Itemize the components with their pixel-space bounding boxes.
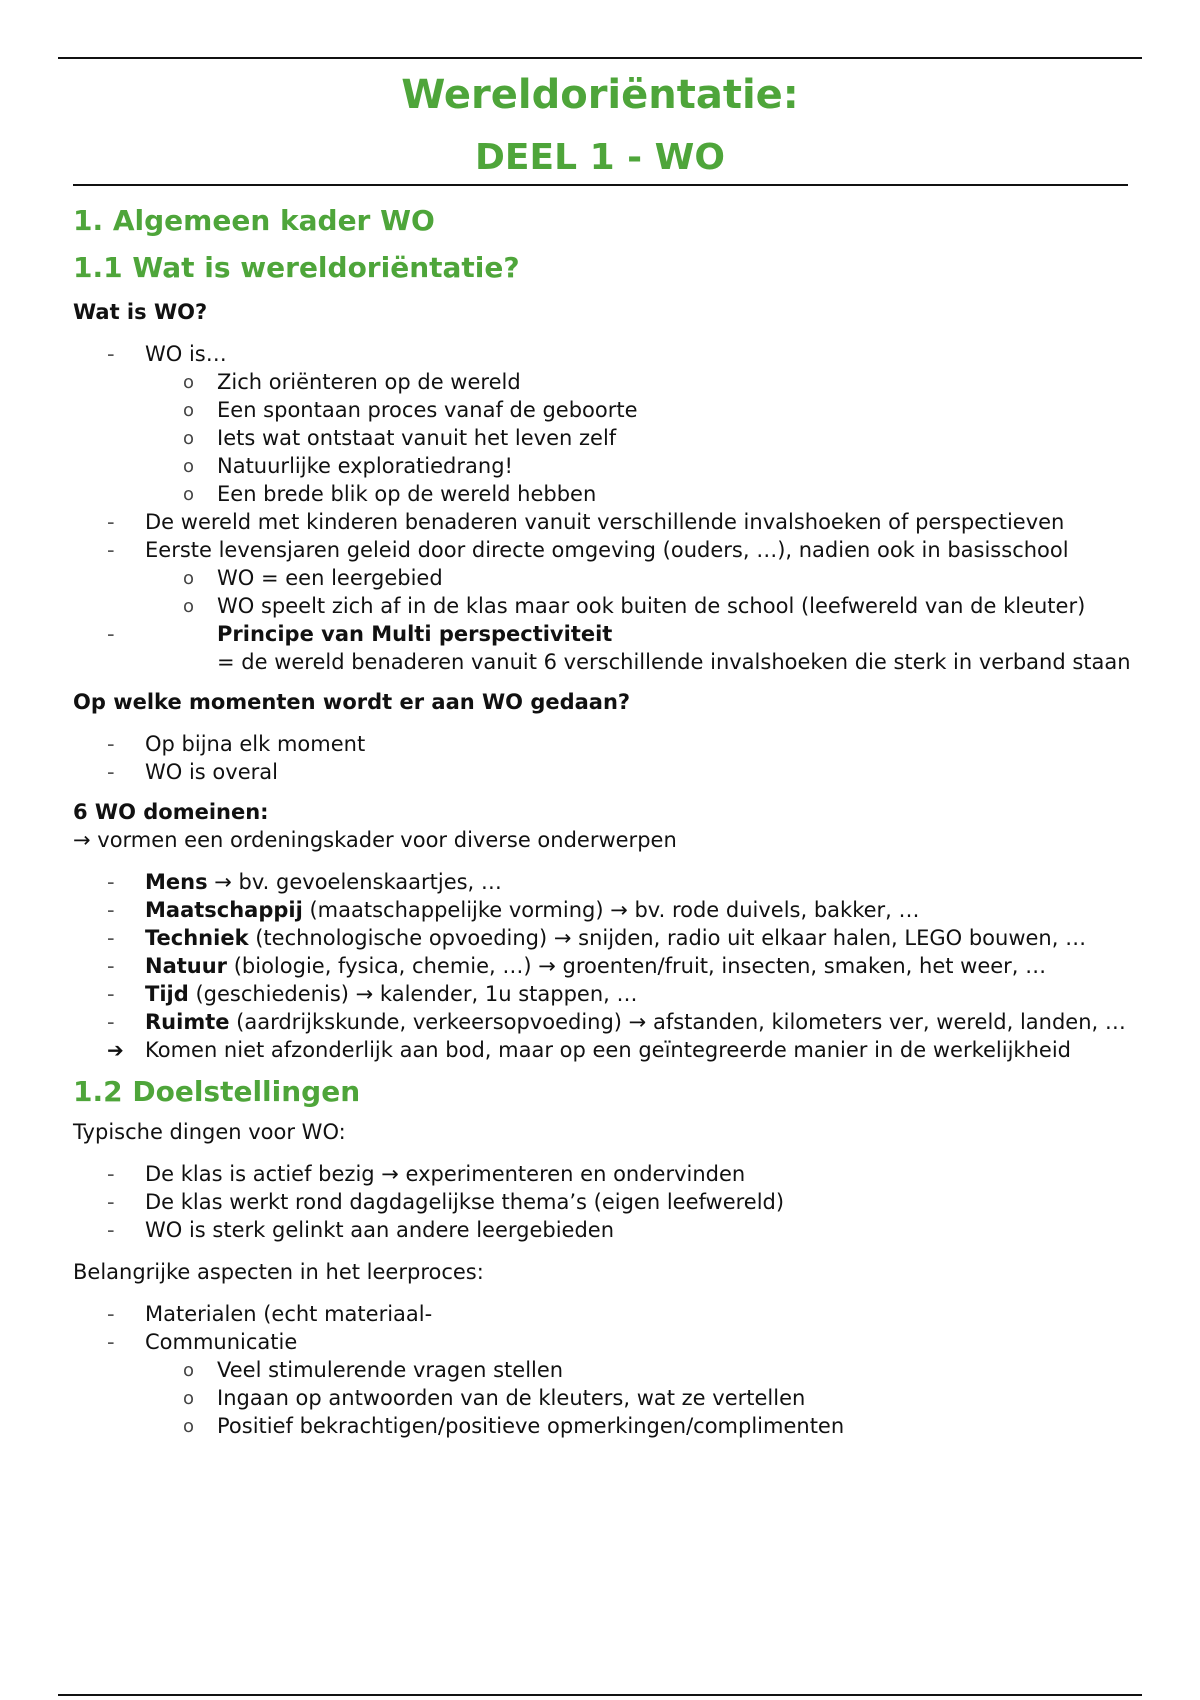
document-body [73,198,1133,1440]
top-rule [58,57,1142,59]
domain-name: Natuur [145,954,228,978]
domain-text: (geschiedenis) → kalender, 1u stappen, … [188,982,638,1006]
sub-list-item: o Ingaan op antwoorden van de kleuters, wat ze vertellen [73,1384,1133,1412]
list-item: - WO is overal [73,758,1133,786]
domain-name: Mens [145,870,208,894]
domain-text: (maatschappelijke vorming) → bv. rode duivels, bakker, … [302,898,920,922]
sub-list-item: o Veel stimulerende vragen stellen [73,1356,1133,1384]
sub-list-item: o Een spontaan proces vanaf de geboorte [73,396,1133,424]
list-item [73,1328,1133,1440]
paragraph: Belangrijke aspecten in het leerproces: [73,1260,484,1284]
question-heading: 6 WO domeinen: [73,800,269,824]
domain-text: (biologie, fysica, chemie, …) → groenten/fruit, insecten, smaken, het weer, … [227,954,1047,978]
aspects-list [73,1300,1133,1440]
domain-text: (technologische opvoeding) → snijden, radio uit elkaar halen, LEGO bouwen, … [248,926,1087,950]
domain-name: Ruimte [145,1010,230,1034]
domain-name: Techniek [145,926,249,950]
list-item: - De klas is actief bezig → experimenteren en ondervinden [73,1160,1133,1188]
document-subtitle: DEEL 1 - WO [475,137,725,178]
list-item: - De klas werkt rond dagdagelijkse thema’s (eigen leefwereld) [73,1188,1133,1216]
list-item: - Op bijna elk moment [73,730,1133,758]
list-item [73,1008,1133,1036]
sub-list-item: o Een brede blik op de wereld hebben [73,480,1133,508]
list-item [73,620,1133,676]
subsection-heading: 1.1 Wat is wereldoriëntatie? [73,251,520,284]
sub-list-item: o Natuurlijke exploratiedrang! [73,452,1133,480]
list-item [73,952,1133,980]
domain-name: Tijd [145,982,189,1006]
list-item-text: Eerste levensjaren geleid door directe omgeving (ouders, …), nadien ook in basisschool [145,538,1069,562]
list-item: - WO is sterk gelinkt aan andere leergebieden [73,1216,1133,1244]
title-rule [73,184,1128,186]
conclusion-item: ➔ Komen niet afzonderlijk aan bod, maar op een geïntegreerde manier in de werkelijkheid [73,1036,1133,1064]
list-item-text: WO is… [145,342,227,366]
typical-list [73,1160,1133,1244]
principe-text: = de wereld benaderen vanuit 6 verschillende invalshoeken die sterk in verband staan [217,650,1131,674]
list-item [73,868,1133,896]
sub-list-item: o WO = een leergebied [73,564,1133,592]
sub-list-item: o Positief bekrachtigen/positieve opmerkingen/complimenten [73,1412,1133,1440]
list-item [73,924,1133,952]
domain-text: (aardrijkskunde, verkeersopvoeding) → afstanden, kilometers ver, wereld, landen, … [229,1010,1126,1034]
list-item: - De wereld met kinderen benaderen vanuit verschillende invalshoeken of perspectieven [73,508,1133,536]
domain-text: → bv. gevoelenskaartjes, … [207,870,502,894]
list-item-text: Communicatie [145,1330,298,1354]
principe-title: Principe van Multi perspectiviteit [217,622,613,646]
sub-list-item: o WO speelt zich af in de klas maar ook buiten de school (leefwereld van de kleuter) [73,592,1133,620]
domains-list [73,868,1133,1064]
list-item [73,536,1133,620]
list-item [73,340,1133,508]
list-item [73,980,1133,1008]
section-heading: 1. Algemeen kader WO [73,204,435,237]
domains-intro: → vormen een ordeningskader voor diverse onderwerpen [73,828,677,852]
wo-definition-list [73,340,1133,676]
sub-list-item: o Iets wat ontstaat vanuit het leven zelf [73,424,1133,452]
bottom-rule [58,1694,1142,1696]
list-item: - Materialen (echt materiaal- [73,1300,1133,1328]
paragraph: Typische dingen voor WO: [73,1120,346,1144]
list-item [73,896,1133,924]
question-heading: Op welke momenten wordt er aan WO gedaan? [73,690,631,714]
question-heading: Wat is WO? [73,300,208,324]
sub-list-item: o Zich oriënteren op de wereld [73,368,1133,396]
moments-list [73,730,1133,786]
document-title: Wereldoriëntatie: [401,72,799,118]
domain-name: Maatschappij [145,898,303,922]
subsection-heading: 1.2 Doelstellingen [73,1075,361,1108]
